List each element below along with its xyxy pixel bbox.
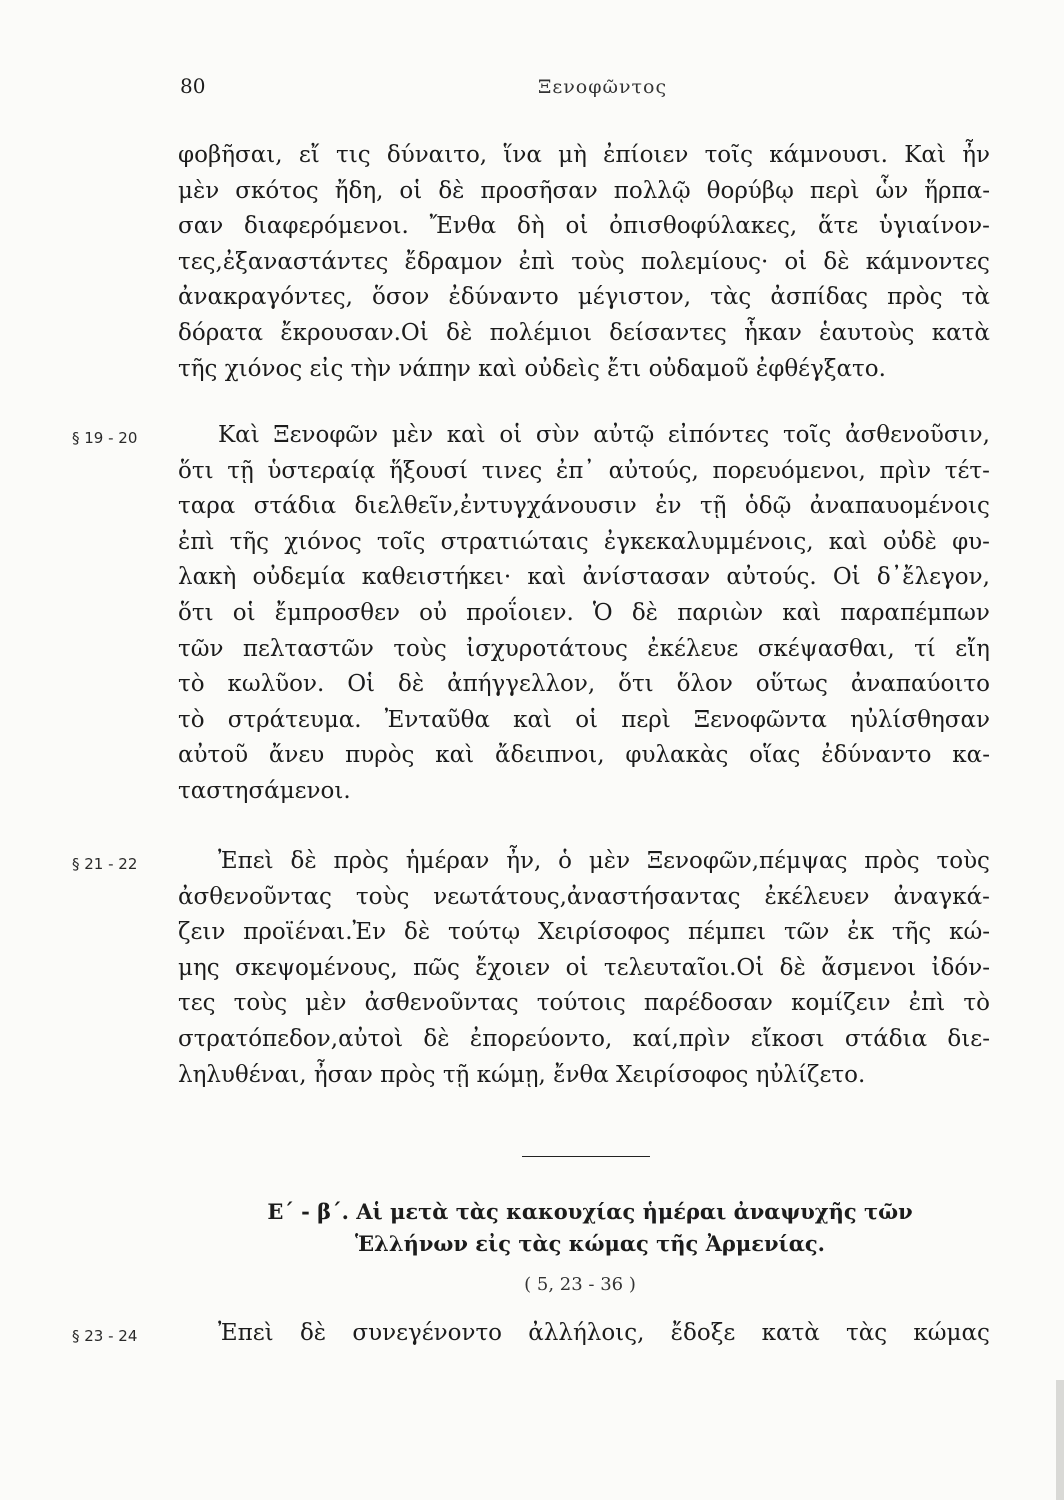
word: τὸ (963, 990, 990, 1017)
text-line (178, 209, 990, 245)
word: κατὰ (761, 1320, 820, 1346)
word: ἀλλήλοις, (528, 1320, 645, 1346)
word: αὐτῷ (593, 422, 655, 448)
text-line (178, 418, 990, 454)
word: ἐπ᾽ (555, 457, 595, 484)
word: ἐπορεύοντο, (469, 1025, 613, 1052)
word: πῶς (413, 954, 460, 981)
word: χιόνος (284, 528, 362, 555)
paragraph (178, 418, 990, 810)
word: νεωτάτους,ἀναστήσαντας (433, 883, 741, 910)
word: εἴη (955, 635, 990, 662)
paragraph (178, 138, 990, 387)
word: δείσαντες (609, 319, 727, 346)
word: ἀσθενοῦντας (178, 883, 332, 910)
word: τινες (481, 457, 543, 484)
running-title: Ξενοφῶντος (538, 76, 668, 98)
word: ὁ (558, 848, 573, 874)
word: τῆς (229, 528, 270, 555)
word: δὲ (290, 848, 317, 874)
word: κομίζειν (791, 990, 891, 1017)
word: ἐπὶ (518, 248, 556, 275)
word: πρὸς (887, 284, 943, 311)
word: οἵας (749, 742, 801, 769)
word: δὲ (823, 248, 850, 275)
word: πρὸς (333, 848, 389, 874)
word: Ἐπεὶ (218, 848, 274, 874)
text-line (178, 525, 990, 561)
paragraph (178, 844, 990, 1093)
word: ἀναπαύοιτο (850, 671, 990, 698)
word: ἄσμενοι (821, 954, 917, 981)
text-line (178, 560, 990, 596)
word: Ἔνθα (429, 213, 497, 240)
text-line (178, 738, 990, 774)
word: κωλῦον. (227, 671, 325, 698)
word: πολέμιοι (489, 319, 592, 346)
word: διελθεῖν,ἐντυγχάνουσιν (354, 493, 637, 520)
word: ὅλον (676, 671, 733, 698)
word: θορύβῳ (706, 177, 794, 204)
word: Οἱ (347, 671, 376, 698)
word: στάδια (253, 493, 337, 520)
word: δὲ (631, 599, 659, 626)
word: πυρὸς (345, 742, 415, 769)
word: ἐπίοιεν (603, 142, 689, 168)
word: ἐκέλευεν (764, 883, 870, 910)
chapter-reference: ( 5, 23 - 36 ) (524, 1274, 636, 1295)
word: καὶ (446, 422, 486, 448)
text-line (178, 174, 990, 210)
word: διε- (947, 1025, 990, 1052)
word: φοβῆσαι, (178, 142, 283, 168)
word: μὲν (178, 177, 220, 204)
word: μὲν (391, 422, 434, 448)
word: οὕτως (755, 671, 828, 698)
word: δὲ (446, 319, 473, 346)
page-number: 80 (180, 74, 206, 98)
word: ἐπὶ (178, 528, 215, 555)
word: δὲ (397, 671, 425, 698)
word: φυ- (952, 528, 990, 555)
word: ἐγκεκαλυμμένοις, (603, 528, 814, 555)
word: οὐ (419, 599, 448, 626)
word: δὲ (423, 1025, 450, 1052)
word: ἀπήγγελλον, (447, 671, 596, 698)
word: καὶ (435, 742, 475, 769)
word: τούτοις (536, 990, 626, 1017)
word: δ᾽ἔλεγον, (876, 564, 990, 591)
word: αὐτούς, (608, 457, 699, 484)
paragraph (178, 1316, 990, 1352)
word: αὐτούς. (726, 564, 817, 591)
word: παρέδοσαν (643, 990, 773, 1017)
word: εἴκοσι (750, 1025, 825, 1052)
word: τοὺς (355, 883, 410, 910)
word: συνεγένοντο (352, 1320, 503, 1346)
text-line: ταστησάμενοι. (178, 777, 351, 804)
word: Ξενοφῶντα (693, 706, 827, 733)
word: ἅτε (818, 213, 859, 240)
word: κάμνουσι. (769, 142, 888, 168)
word: ἐν (655, 493, 682, 520)
word: πρὶν (879, 457, 932, 484)
word: τις (336, 142, 371, 168)
word: καὶ (828, 528, 868, 555)
word: τέτ- (944, 457, 990, 484)
word: εἴ (298, 142, 320, 168)
chapter-heading (200, 1196, 980, 1260)
word: τοὺς (936, 848, 990, 874)
word: σκότος (235, 177, 319, 204)
word: ἀναγκά- (893, 883, 990, 910)
text-line: τῆς χιόνος εἰς τὴν νάπην καὶ οὐδεὶς ἔτι οὐδαμοῦ ἐφθέγξατο. (178, 355, 886, 382)
word: ἵνα (503, 142, 542, 168)
word: οἱ (399, 177, 423, 204)
word: τοὺς (393, 635, 447, 662)
word: σὺν (535, 422, 580, 448)
word: Καὶ (218, 422, 260, 448)
word: τί (914, 635, 936, 662)
word: τούτῳ (448, 919, 521, 946)
word: ἦν, (506, 848, 542, 874)
word: τὰς (710, 284, 752, 311)
word: προΐοιεν. (466, 599, 574, 626)
word: Ξενοφῶν,πέμψας (646, 848, 848, 874)
word: ἀνίστασαν (582, 564, 711, 591)
word: παραπέμπων (840, 599, 990, 626)
word: κώμας (913, 1320, 990, 1346)
word: σκεψομένους, (234, 954, 398, 981)
text-line (178, 915, 990, 951)
word: τοῖς (704, 142, 754, 168)
word: δόρατα (178, 319, 264, 346)
text-line: ληλυθέναι, ἦσαν πρὸς τῇ κώμῃ, ἔνθα Χειρίσοφος ηὐλίζετο. (178, 1061, 866, 1088)
word: οἱ (565, 213, 589, 240)
word: περὶ (621, 706, 671, 733)
word: ἀσθενοῦντας (364, 990, 519, 1017)
word: Ἐνταῦθα (384, 706, 490, 733)
word: ἄδειπνοι, (494, 742, 605, 769)
word: μὲν (305, 990, 347, 1017)
word: Καὶ (904, 142, 946, 168)
word: ὑστεραίᾳ (267, 457, 376, 484)
word: αὐτοῦ (178, 742, 249, 769)
word: εἰπόντες (667, 422, 770, 448)
word: ὅτι (618, 671, 654, 698)
word: ἔμπροσθεν (274, 599, 401, 626)
word: τῶν (783, 919, 830, 946)
word: ἔδραμον (404, 248, 503, 275)
text-line (178, 986, 990, 1022)
word: ηὐλίσθησαν (850, 706, 990, 733)
section-divider (522, 1156, 650, 1157)
word: κάμνοντες (865, 248, 990, 275)
word: ἐπὶ (908, 990, 946, 1017)
word: κα- (952, 742, 990, 769)
word: ἀνακραγόντες, (178, 284, 353, 311)
word: διαφερόμενοι. (244, 213, 409, 240)
word: ὅτι (178, 599, 214, 626)
text-line (178, 1316, 990, 1352)
word: οἱ (565, 954, 589, 981)
word: οἱ (499, 422, 523, 448)
word: λακὴ (178, 564, 237, 591)
word: τῇ (227, 457, 254, 484)
text-line (178, 489, 990, 525)
word: πελταστῶν (242, 635, 374, 662)
word: στράτευμα. (227, 706, 362, 733)
word: τες (178, 990, 216, 1017)
page-header (0, 74, 1064, 104)
word: τοῖς (376, 528, 426, 555)
word: σκέψασθαι, (757, 635, 895, 662)
word: ἰσχυροτάτους (466, 635, 628, 662)
word: σαν (178, 213, 224, 240)
chapter-heading-line: Ἑλλήνων εἰς τὰς κώμας τῆς Ἀρμενίας. (355, 1231, 825, 1256)
word: Χειρίσοφος (537, 919, 671, 946)
word: κατὰ (931, 319, 990, 346)
word: δὲ (438, 177, 465, 204)
word: καὶ (782, 599, 822, 626)
word: προϊέναι.Ἐν (243, 919, 387, 946)
word: στρατιώταις (440, 528, 589, 555)
word: φυλακὰς (625, 742, 729, 769)
word: οἱ (575, 706, 599, 733)
word: τὰ (961, 284, 990, 311)
word: Ὁ (592, 599, 613, 626)
word: πολλῷ (613, 177, 691, 204)
word: στρατόπεδον,αὐτοὶ (178, 1025, 404, 1052)
word: ἡμέραν (405, 848, 490, 874)
word: παριὼν (677, 599, 764, 626)
word: ἔχοιεν (475, 954, 551, 981)
word: μης (178, 954, 220, 981)
word: στάδια (844, 1025, 928, 1052)
word: οὐδὲ (882, 528, 937, 555)
section-marker: § 19 - 20 (72, 429, 138, 447)
word: ὅσον (372, 284, 430, 311)
word: Ξενοφῶν (273, 422, 379, 448)
text-line (178, 316, 990, 352)
text-line (178, 245, 990, 281)
word: ἀσθενοῦσιν, (845, 422, 990, 448)
word: μὲν (588, 848, 631, 874)
word: δύναιτο, (386, 142, 488, 168)
word: πρὸς (864, 848, 920, 874)
section-marker: § 21 - 22 (72, 855, 138, 873)
word: Οἱ (832, 564, 861, 591)
text-line (178, 454, 990, 490)
word: ὅτι (178, 457, 214, 484)
text-line (178, 596, 990, 632)
word: τῶν (178, 635, 224, 662)
word: πορευόμενοι, (712, 457, 866, 484)
word: ἐκέλευε (647, 635, 739, 662)
word: οὐδεμία (252, 564, 346, 591)
word: ζειν (178, 919, 226, 946)
word: ὁδῷ (744, 493, 792, 520)
word: καὶ (527, 564, 567, 591)
word: ἰδόν- (931, 954, 990, 981)
word: τοὺς (571, 248, 625, 275)
word: ταρα (178, 493, 236, 520)
word: μὴ (558, 142, 587, 168)
word: ἥρπα- (924, 177, 990, 204)
word: καί,πρὶν (632, 1025, 731, 1052)
word: ἀσπίδας (770, 284, 869, 311)
word: προσῆσαν (480, 177, 598, 204)
word: ὀπισθοφύλακες, (609, 213, 798, 240)
text-line (178, 138, 990, 174)
word: κώ- (949, 919, 990, 946)
word: τοῖς (782, 422, 832, 448)
word: Ἐπεὶ (218, 1320, 274, 1346)
word: τοὺς (233, 990, 288, 1017)
word: τῇ (699, 493, 727, 520)
word: τες,ἐξαναστάντες (178, 248, 389, 275)
word: δὲ (403, 919, 431, 946)
word: πολεμίους· (640, 248, 769, 275)
word: ἄνευ (268, 742, 325, 769)
word: ἥξουσί (389, 457, 469, 484)
text-line (178, 632, 990, 668)
word: τὸ (178, 706, 205, 733)
word: καὶ (513, 706, 553, 733)
word: τὰς (846, 1320, 888, 1346)
word: τελευταῖοι.Οἱ (603, 954, 765, 981)
page-edge-shadow (1056, 1380, 1064, 1500)
word: ἤδη, (334, 177, 384, 204)
word: ἑαυτοὺς (819, 319, 915, 346)
word: μέγιστον, (577, 284, 692, 311)
word: καθειστήκει· (361, 564, 512, 591)
word: ὑγιαίνον- (879, 213, 990, 240)
word: ὧν (875, 177, 909, 204)
word: δὴ (517, 213, 545, 240)
word: ἔκρουσαν.Οἱ (280, 319, 429, 346)
word: ἀναπαυομένοις (809, 493, 990, 520)
word: τὸ (178, 671, 205, 698)
word: περὶ (809, 177, 860, 204)
word: δὲ (299, 1320, 327, 1346)
word: ἔδοξε (670, 1320, 736, 1346)
text-line (178, 880, 990, 916)
section-marker: § 23 - 24 (72, 1327, 138, 1345)
word: ἦν (962, 142, 990, 168)
text-line (178, 703, 990, 739)
text-line (178, 1022, 990, 1058)
text-line (178, 667, 990, 703)
text-line (178, 280, 990, 316)
word: ἐδύναντο (821, 742, 932, 769)
word: ἧκαν (744, 319, 802, 346)
chapter-heading-line: Ε΄ - β΄. Αἱ μετὰ τὰς κακουχίας ἡμέραι ἀναψυχῆς τῶν (267, 1199, 913, 1224)
word: ἐκ (847, 919, 874, 946)
word: οἱ (232, 599, 256, 626)
word: ἐδύναντο (448, 284, 559, 311)
word: δὲ (779, 954, 806, 981)
text-line (178, 844, 990, 880)
word: τῆς (891, 919, 932, 946)
word: οἱ (784, 248, 808, 275)
text-line (178, 951, 990, 987)
word: πέμπει (688, 919, 767, 946)
